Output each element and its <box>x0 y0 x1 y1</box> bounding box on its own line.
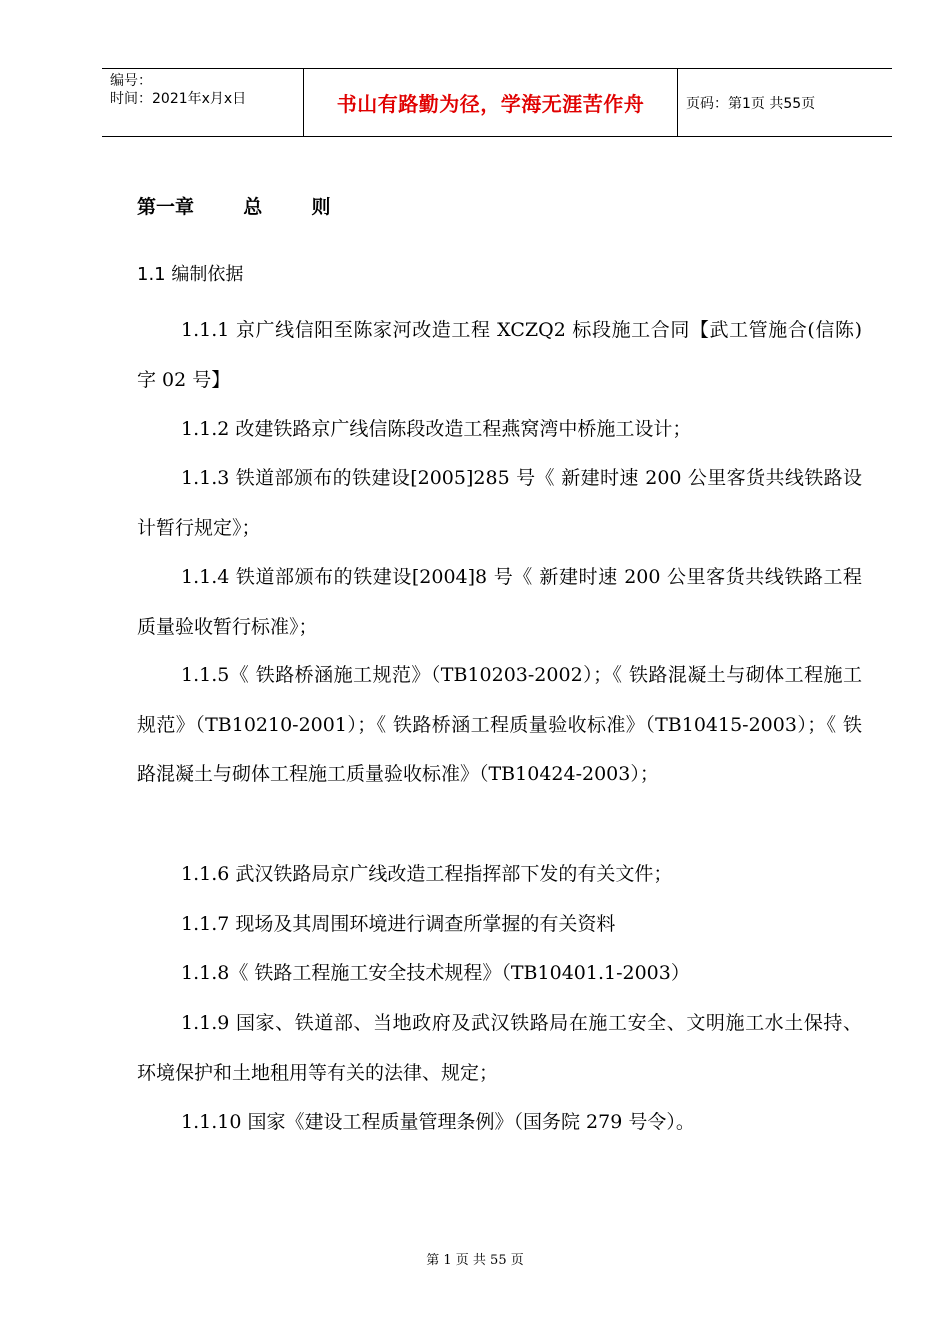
page-footer: 第 1 页 共 55 页 <box>426 1253 524 1268</box>
document-date: 时间：2021年x月x日 <box>110 91 247 107</box>
paragraph-1-1-5: 1.1.5《 铁路桥涵施工规范》（TB10203-2002）；《 铁路混凝土与砌体工程施工规范》（TB10210-2001）；《 铁路桥涵工程质量验收标准》（TB10415-2003）；《 铁路混凝土与砌体工程施工质量验收标准》（TB10424-2003）； <box>137 664 862 785</box>
paragraph-1-1-10: 1.1.10 国家《建设工程质量管理条例》（国务院 279 号令）。 <box>181 1111 695 1133</box>
header-page-info <box>678 69 892 136</box>
header-page-number: 页码：第1页 共55页 <box>686 95 816 112</box>
paragraph-1-1-4: 1.1.4 铁道部颁布的铁建设[2004]8 号《 新建时速 200 公里客货共线铁路工程质量验收暂行标准》； <box>137 566 862 638</box>
header-motto: 书山有路勤为径，学海无涯苦作舟 <box>336 92 645 116</box>
page-header <box>102 68 892 137</box>
header-meta <box>102 69 304 136</box>
header-motto-cell <box>304 69 678 136</box>
chapter-title: 第一章 总 则 <box>137 196 331 218</box>
paragraph-1-1-7: 1.1.7 现场及其周围环境进行调查所掌握的有关资料 <box>181 913 616 935</box>
paragraph-1-1-1: 1.1.1 京广线信阳至陈家河改造工程 XCZQ2 标段施工合同【武工管施合(信陈)字 02 号】 <box>137 319 862 391</box>
paragraph-1-1-3: 1.1.3 铁道部颁布的铁建设[2005]285 号《 新建时速 200 公里客货共线铁路设计暂行规定》； <box>137 467 862 539</box>
paragraph-1-1-9: 1.1.9 国家、铁道部、当地政府及武汉铁路局在施工安全、文明施工水土保持、环境保护和土地租用等有关的法律、规定； <box>137 1012 862 1084</box>
paragraph-1-1-2: 1.1.2 改建铁路京广线信陈段改造工程燕窝湾中桥施工设计； <box>181 418 692 440</box>
paragraph-1-1-8: 1.1.8《 铁路工程施工安全技术规程》（TB10401.1-2003） <box>181 962 690 984</box>
section-title: 1.1 编制依据 <box>137 264 244 285</box>
paragraph-1-1-6: 1.1.6 武汉铁路局京广线改造工程指挥部下发的有关文件； <box>181 863 673 885</box>
document-number-label: 编号： <box>110 73 152 89</box>
